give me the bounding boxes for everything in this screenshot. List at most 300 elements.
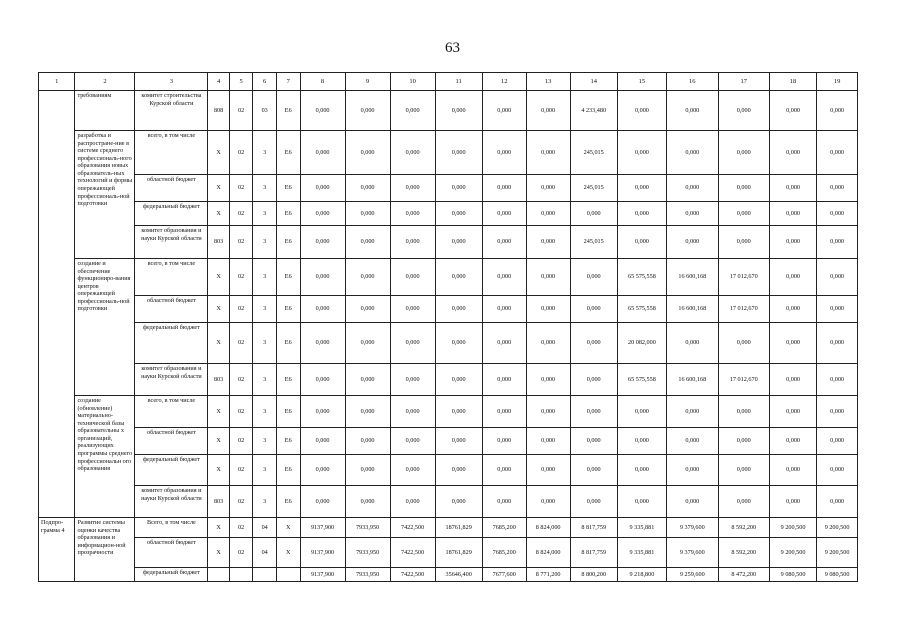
value-cell-col-12: 0,000 <box>482 131 526 175</box>
value-cell-col-13: 0,000 <box>526 455 570 486</box>
value-cell-col-17: 17 012,670 <box>718 364 769 396</box>
header-cell-8: 8 <box>300 73 345 91</box>
value-cell-col-17: 8 472,200 <box>718 568 769 582</box>
header-cell-18: 18 <box>769 73 816 91</box>
value-cell-col-19: 0,000 <box>817 455 858 486</box>
value-cell-col-18: 0,000 <box>769 396 816 428</box>
header-cell-14: 14 <box>570 73 617 91</box>
value-cell-col-11: 0,000 <box>435 226 482 259</box>
value-cell-col-6: 3 <box>253 202 277 226</box>
value-cell-col-10: 0,000 <box>390 364 435 396</box>
value-cell-col-12: 0,000 <box>482 226 526 259</box>
value-cell-col-5: 02 <box>229 518 253 538</box>
value-cell-col-10: 7422,500 <box>390 568 435 582</box>
value-cell-col-13: 0,000 <box>526 428 570 455</box>
value-cell-col-6: 03 <box>253 91 277 131</box>
value-cell-col-15: 0,000 <box>617 486 666 518</box>
value-cell-col-6: 3 <box>253 175 277 202</box>
value-cell-col-15: 9 335,881 <box>617 538 666 568</box>
value-cell-col-8: 0,000 <box>300 486 345 518</box>
value-cell-col-16: 0,000 <box>667 428 718 455</box>
value-cell-col-10: 7422,500 <box>390 518 435 538</box>
value-cell-col-12: 7677,600 <box>482 568 526 582</box>
value-cell-col-9: 0,000 <box>345 364 390 396</box>
value-cell-col-19: 9 200,500 <box>817 518 858 538</box>
value-cell-col-11: 35646,400 <box>435 568 482 582</box>
value-cell-col-4: Х <box>208 175 229 202</box>
header-cell-3: 3 <box>135 73 208 91</box>
value-cell-col-16: 16 600,168 <box>667 259 718 296</box>
table-row <box>39 296 858 323</box>
value-cell-col-17: 0,000 <box>718 91 769 131</box>
table-row <box>39 486 858 518</box>
value-cell-col-10: 0,000 <box>390 202 435 226</box>
value-cell-col-15: 0,000 <box>617 175 666 202</box>
value-cell-col-17: 0,000 <box>718 455 769 486</box>
value-cell-col-12: 0,000 <box>482 455 526 486</box>
value-cell-col-8: 9137,900 <box>300 568 345 582</box>
value-cell-col-4 <box>208 568 229 582</box>
value-cell-col-5: 02 <box>229 296 253 323</box>
value-cell-col-18: 0,000 <box>769 364 816 396</box>
value-cell-col-17: 0,000 <box>718 323 769 364</box>
value-cell-col-18: 0,000 <box>769 202 816 226</box>
value-cell-col-7: Е6 <box>276 455 300 486</box>
value-cell-col-13: 8 824,000 <box>526 538 570 568</box>
value-cell-col-7: Е6 <box>276 323 300 364</box>
value-cell-col-8: 0,000 <box>300 202 345 226</box>
value-cell-col-17: 0,000 <box>718 486 769 518</box>
value-cell-col-16: 0,000 <box>667 175 718 202</box>
value-cell-col-19: 0,000 <box>817 91 858 131</box>
value-cell-col-19: 0,000 <box>817 364 858 396</box>
value-cell-col-5: 02 <box>229 131 253 175</box>
value-cell-col-4: Х <box>208 259 229 296</box>
value-cell-col-15: 0,000 <box>617 428 666 455</box>
table-row <box>39 175 858 202</box>
value-cell-col-9: 0,000 <box>345 486 390 518</box>
value-cell-col-5: 02 <box>229 428 253 455</box>
value-cell-col-7: Е6 <box>276 131 300 175</box>
value-cell-col-17: 17 012,670 <box>718 259 769 296</box>
source-cell: областной бюджет <box>135 296 208 323</box>
value-cell-col-17: 0,000 <box>718 202 769 226</box>
activity-cell: разработка и распростране-ние в системе среднего профессиональ-ного образования новых образователь-ных технологий и формы опережающей профессиональ-ной подготовки <box>75 131 135 259</box>
header-cell-16: 16 <box>667 73 718 91</box>
header-cell-5: 5 <box>229 73 253 91</box>
value-cell-col-12: 7685,200 <box>482 518 526 538</box>
value-cell-col-15: 9 335,881 <box>617 518 666 538</box>
value-cell-col-18: 0,000 <box>769 455 816 486</box>
table-row <box>39 428 858 455</box>
value-cell-col-10: 0,000 <box>390 428 435 455</box>
value-cell-col-7 <box>276 568 300 582</box>
value-cell-col-6: 04 <box>253 538 277 568</box>
value-cell-col-14: 0,000 <box>570 296 617 323</box>
value-cell-col-17: 0,000 <box>718 428 769 455</box>
program-cell: Подпро-грамма 4 <box>39 518 75 582</box>
source-cell: федеральный бюджет <box>135 323 208 364</box>
value-cell-col-16: 9 379,600 <box>667 518 718 538</box>
value-cell-col-9: 0,000 <box>345 428 390 455</box>
value-cell-col-14: 0,000 <box>570 396 617 428</box>
value-cell-col-17: 0,000 <box>718 396 769 428</box>
value-cell-col-9: 0,000 <box>345 131 390 175</box>
value-cell-col-6: 3 <box>253 486 277 518</box>
value-cell-col-5: 02 <box>229 202 253 226</box>
source-cell: Всего, в том числе <box>135 518 208 538</box>
value-cell-col-7: Е6 <box>276 226 300 259</box>
value-cell-col-13: 8 771,200 <box>526 568 570 582</box>
value-cell-col-8: 0,000 <box>300 91 345 131</box>
value-cell-col-5: 02 <box>229 226 253 259</box>
value-cell-col-13: 0,000 <box>526 226 570 259</box>
value-cell-col-19: 0,000 <box>817 296 858 323</box>
value-cell-col-4: Х <box>208 202 229 226</box>
value-cell-col-18: 0,000 <box>769 323 816 364</box>
value-cell-col-18: 0,000 <box>769 486 816 518</box>
table-row <box>39 538 858 568</box>
value-cell-col-19: 0,000 <box>817 486 858 518</box>
value-cell-col-8: 0,000 <box>300 226 345 259</box>
table-row <box>39 364 858 396</box>
value-cell-col-7: Е6 <box>276 428 300 455</box>
value-cell-col-9: 0,000 <box>345 323 390 364</box>
value-cell-col-11: 0,000 <box>435 364 482 396</box>
value-cell-col-16: 0,000 <box>667 91 718 131</box>
value-cell-col-5: 02 <box>229 486 253 518</box>
value-cell-col-7: Е6 <box>276 91 300 131</box>
value-cell-col-19: 0,000 <box>817 175 858 202</box>
value-cell-col-19: 0,000 <box>817 226 858 259</box>
value-cell-col-9: 0,000 <box>345 175 390 202</box>
value-cell-col-15: 9 218,800 <box>617 568 666 582</box>
value-cell-col-4: 803 <box>208 486 229 518</box>
value-cell-col-10: 0,000 <box>390 226 435 259</box>
value-cell-col-16: 0,000 <box>667 226 718 259</box>
value-cell-col-13: 0,000 <box>526 296 570 323</box>
value-cell-col-5: 02 <box>229 175 253 202</box>
value-cell-col-9: 0,000 <box>345 296 390 323</box>
value-cell-col-16: 0,000 <box>667 323 718 364</box>
value-cell-col-6: 3 <box>253 396 277 428</box>
value-cell-col-4: 808 <box>208 91 229 131</box>
source-cell: федеральный бюджет <box>135 455 208 486</box>
value-cell-col-16: 0,000 <box>667 396 718 428</box>
value-cell-col-5: 02 <box>229 91 253 131</box>
value-cell-col-8: 0,000 <box>300 323 345 364</box>
table-row <box>39 518 858 538</box>
header-cell-10: 10 <box>390 73 435 91</box>
value-cell-col-14: 245,015 <box>570 175 617 202</box>
value-cell-col-7: Е6 <box>276 175 300 202</box>
value-cell-col-16: 0,000 <box>667 202 718 226</box>
value-cell-col-11: 18761,829 <box>435 518 482 538</box>
value-cell-col-15: 0,000 <box>617 91 666 131</box>
value-cell-col-10: 0,000 <box>390 486 435 518</box>
value-cell-col-11: 0,000 <box>435 396 482 428</box>
value-cell-col-17: 0,000 <box>718 131 769 175</box>
value-cell-col-15: 20 082,000 <box>617 323 666 364</box>
table-row <box>39 259 858 296</box>
value-cell-col-16: 9 259,600 <box>667 568 718 582</box>
value-cell-col-4: Х <box>208 131 229 175</box>
value-cell-col-13: 0,000 <box>526 131 570 175</box>
value-cell-col-4: 803 <box>208 226 229 259</box>
value-cell-col-6: 3 <box>253 428 277 455</box>
value-cell-col-12: 0,000 <box>482 175 526 202</box>
value-cell-col-17: 8 592,200 <box>718 518 769 538</box>
value-cell-col-6: 3 <box>253 226 277 259</box>
value-cell-col-8: 0,000 <box>300 396 345 428</box>
value-cell-col-7: Е6 <box>276 296 300 323</box>
value-cell-col-17: 0,000 <box>718 175 769 202</box>
value-cell-col-18: 9 200,500 <box>769 518 816 538</box>
value-cell-col-6: 3 <box>253 455 277 486</box>
page-number: 63 <box>445 40 460 56</box>
value-cell-col-16: 0,000 <box>667 131 718 175</box>
value-cell-col-19: 9 200,500 <box>817 538 858 568</box>
value-cell-col-5: 02 <box>229 364 253 396</box>
value-cell-col-7: Е6 <box>276 486 300 518</box>
value-cell-col-15: 65 575,558 <box>617 259 666 296</box>
value-cell-col-16: 0,000 <box>667 455 718 486</box>
value-cell-col-14: 0,000 <box>570 259 617 296</box>
value-cell-col-7: Е6 <box>276 364 300 396</box>
header-cell-19: 19 <box>817 73 858 91</box>
source-cell: комитет образования и науки Курской области <box>135 486 208 518</box>
table-row <box>39 91 858 131</box>
value-cell-col-11: 0,000 <box>435 455 482 486</box>
value-cell-col-15: 0,000 <box>617 455 666 486</box>
value-cell-col-14: 0,000 <box>570 323 617 364</box>
value-cell-col-14: 0,000 <box>570 455 617 486</box>
value-cell-col-15: 65 575,558 <box>617 364 666 396</box>
value-cell-col-10: 0,000 <box>390 175 435 202</box>
source-cell: комитет образования и науки Курской области <box>135 364 208 396</box>
value-cell-col-9: 0,000 <box>345 91 390 131</box>
program-cell <box>39 91 75 518</box>
value-cell-col-4: Х <box>208 396 229 428</box>
source-cell: комитет образования и науки Курской области <box>135 226 208 259</box>
source-cell: областной бюджет <box>135 428 208 455</box>
value-cell-col-13: 0,000 <box>526 396 570 428</box>
value-cell-col-7: Е6 <box>276 202 300 226</box>
table-row <box>39 396 858 428</box>
value-cell-col-8: 0,000 <box>300 131 345 175</box>
value-cell-col-18: 0,000 <box>769 428 816 455</box>
value-cell-col-6: 3 <box>253 131 277 175</box>
value-cell-col-13: 0,000 <box>526 486 570 518</box>
value-cell-col-12: 0,000 <box>482 323 526 364</box>
value-cell-col-13: 8 824,000 <box>526 518 570 538</box>
value-cell-col-15: 0,000 <box>617 396 666 428</box>
value-cell-col-12: 0,000 <box>482 259 526 296</box>
source-cell: всего, в том числе <box>135 131 208 175</box>
activity-cell: создание и обеспечение функциониро-вания центров опережающей профессиональ-ной подготовки <box>75 259 135 396</box>
source-cell: комитет строительства Курской области <box>135 91 208 131</box>
value-cell-col-18: 0,000 <box>769 131 816 175</box>
value-cell-col-12: 0,000 <box>482 364 526 396</box>
value-cell-col-6: 3 <box>253 323 277 364</box>
value-cell-col-9: 0,000 <box>345 259 390 296</box>
header-cell-6: 6 <box>253 73 277 91</box>
value-cell-col-10: 0,000 <box>390 259 435 296</box>
value-cell-col-11: 0,000 <box>435 91 482 131</box>
value-cell-col-5 <box>229 568 253 582</box>
value-cell-col-8: 9137,900 <box>300 538 345 568</box>
value-cell-col-5: 02 <box>229 455 253 486</box>
table-row <box>39 202 858 226</box>
value-cell-col-12: 0,000 <box>482 296 526 323</box>
value-cell-col-18: 0,000 <box>769 259 816 296</box>
value-cell-col-11: 18761,829 <box>435 538 482 568</box>
value-cell-col-9: 0,000 <box>345 455 390 486</box>
value-cell-col-11: 0,000 <box>435 131 482 175</box>
value-cell-col-18: 0,000 <box>769 175 816 202</box>
value-cell-col-10: 0,000 <box>390 455 435 486</box>
value-cell-col-19: 0,000 <box>817 202 858 226</box>
header-cell-15: 15 <box>617 73 666 91</box>
value-cell-col-7: Х <box>276 538 300 568</box>
source-cell: федеральный бюджет <box>135 568 208 582</box>
value-cell-col-5: 02 <box>229 259 253 296</box>
value-cell-col-16: 9 379,600 <box>667 538 718 568</box>
value-cell-col-14: 0,000 <box>570 364 617 396</box>
value-cell-col-14: 8 800,200 <box>570 568 617 582</box>
header-cell-17: 17 <box>718 73 769 91</box>
source-cell: федеральный бюджет <box>135 202 208 226</box>
value-cell-col-6: 3 <box>253 259 277 296</box>
value-cell-col-8: 0,000 <box>300 259 345 296</box>
value-cell-col-14: 0,000 <box>570 202 617 226</box>
value-cell-col-11: 0,000 <box>435 175 482 202</box>
value-cell-col-19: 0,000 <box>817 259 858 296</box>
value-cell-col-8: 9137,900 <box>300 518 345 538</box>
value-cell-col-14: 0,000 <box>570 486 617 518</box>
value-cell-col-10: 7422,500 <box>390 538 435 568</box>
value-cell-col-5: 02 <box>229 323 253 364</box>
value-cell-col-13: 0,000 <box>526 323 570 364</box>
value-cell-col-19: 0,000 <box>817 131 858 175</box>
value-cell-col-7: Е6 <box>276 396 300 428</box>
value-cell-col-10: 0,000 <box>390 296 435 323</box>
value-cell-col-14: 0,000 <box>570 428 617 455</box>
value-cell-col-13: 0,000 <box>526 259 570 296</box>
value-cell-col-5: 02 <box>229 538 253 568</box>
value-cell-col-8: 0,000 <box>300 296 345 323</box>
value-cell-col-18: 0,000 <box>769 296 816 323</box>
header-cell-1: 1 <box>39 73 75 91</box>
activity-cell: создание (обновление) материально-технической базы образовательны х организаций, реализующих программы среднего профессиональн ого образования <box>75 396 135 518</box>
source-cell: всего, в том числе <box>135 259 208 296</box>
header-cell-4: 4 <box>208 73 229 91</box>
header-cell-12: 12 <box>482 73 526 91</box>
value-cell-col-16: 16 600,168 <box>667 364 718 396</box>
value-cell-col-9: 7933,950 <box>345 518 390 538</box>
table-row <box>39 323 858 364</box>
header-row <box>39 73 858 91</box>
value-cell-col-13: 0,000 <box>526 175 570 202</box>
value-cell-col-4: Х <box>208 538 229 568</box>
value-cell-col-12: 0,000 <box>482 396 526 428</box>
value-cell-col-4: Х <box>208 296 229 323</box>
value-cell-col-9: 0,000 <box>345 396 390 428</box>
value-cell-col-13: 0,000 <box>526 364 570 396</box>
value-cell-col-8: 0,000 <box>300 428 345 455</box>
value-cell-col-14: 8 817,759 <box>570 538 617 568</box>
value-cell-col-7: Х <box>276 518 300 538</box>
header-cell-7: 7 <box>276 73 300 91</box>
source-cell: областной бюджет <box>135 538 208 568</box>
value-cell-col-19: 0,000 <box>817 428 858 455</box>
value-cell-col-18: 9 200,500 <box>769 538 816 568</box>
value-cell-col-8: 0,000 <box>300 175 345 202</box>
value-cell-col-11: 0,000 <box>435 202 482 226</box>
budget-table <box>38 72 858 582</box>
value-cell-col-14: 8 817,759 <box>570 518 617 538</box>
table-row <box>39 131 858 175</box>
activity-cell: требованиям <box>75 91 135 131</box>
value-cell-col-9: 0,000 <box>345 202 390 226</box>
value-cell-col-12: 0,000 <box>482 202 526 226</box>
value-cell-col-16: 16 600,168 <box>667 296 718 323</box>
header-cell-13: 13 <box>526 73 570 91</box>
value-cell-col-11: 0,000 <box>435 428 482 455</box>
value-cell-col-14: 245,015 <box>570 131 617 175</box>
value-cell-col-12: 0,000 <box>482 486 526 518</box>
value-cell-col-14: 4 233,480 <box>570 91 617 131</box>
header-cell-2: 2 <box>75 73 135 91</box>
table-row <box>39 226 858 259</box>
source-cell: областной бюджет <box>135 175 208 202</box>
value-cell-col-10: 0,000 <box>390 396 435 428</box>
value-cell-col-17: 17 012,670 <box>718 296 769 323</box>
value-cell-col-17: 8 592,200 <box>718 538 769 568</box>
value-cell-col-12: 0,000 <box>482 428 526 455</box>
header-cell-9: 9 <box>345 73 390 91</box>
value-cell-col-9: 7933,950 <box>345 568 390 582</box>
value-cell-col-13: 0,000 <box>526 202 570 226</box>
header-cell-11: 11 <box>435 73 482 91</box>
value-cell-col-12: 7685,200 <box>482 538 526 568</box>
value-cell-col-15: 0,000 <box>617 131 666 175</box>
value-cell-col-18: 0,000 <box>769 226 816 259</box>
value-cell-col-13: 0,000 <box>526 91 570 131</box>
value-cell-col-8: 0,000 <box>300 364 345 396</box>
source-cell: всего, в том числе <box>135 396 208 428</box>
value-cell-col-10: 0,000 <box>390 91 435 131</box>
value-cell-col-5: 02 <box>229 396 253 428</box>
value-cell-col-8: 0,000 <box>300 455 345 486</box>
value-cell-col-19: 0,000 <box>817 396 858 428</box>
value-cell-col-15: 0,000 <box>617 202 666 226</box>
value-cell-col-18: 9 080,500 <box>769 568 816 582</box>
value-cell-col-11: 0,000 <box>435 323 482 364</box>
value-cell-col-4: Х <box>208 518 229 538</box>
value-cell-col-17: 0,000 <box>718 226 769 259</box>
value-cell-col-6: 3 <box>253 296 277 323</box>
value-cell-col-15: 0,000 <box>617 226 666 259</box>
value-cell-col-19: 9 080,500 <box>817 568 858 582</box>
value-cell-col-9: 7933,950 <box>345 538 390 568</box>
value-cell-col-10: 0,000 <box>390 131 435 175</box>
value-cell-col-4: Х <box>208 455 229 486</box>
activity-cell: Развитие системы оценки качества образования и информацион-ной прозрачности <box>75 518 135 582</box>
value-cell-col-4: 803 <box>208 364 229 396</box>
table-row <box>39 455 858 486</box>
value-cell-col-11: 0,000 <box>435 486 482 518</box>
